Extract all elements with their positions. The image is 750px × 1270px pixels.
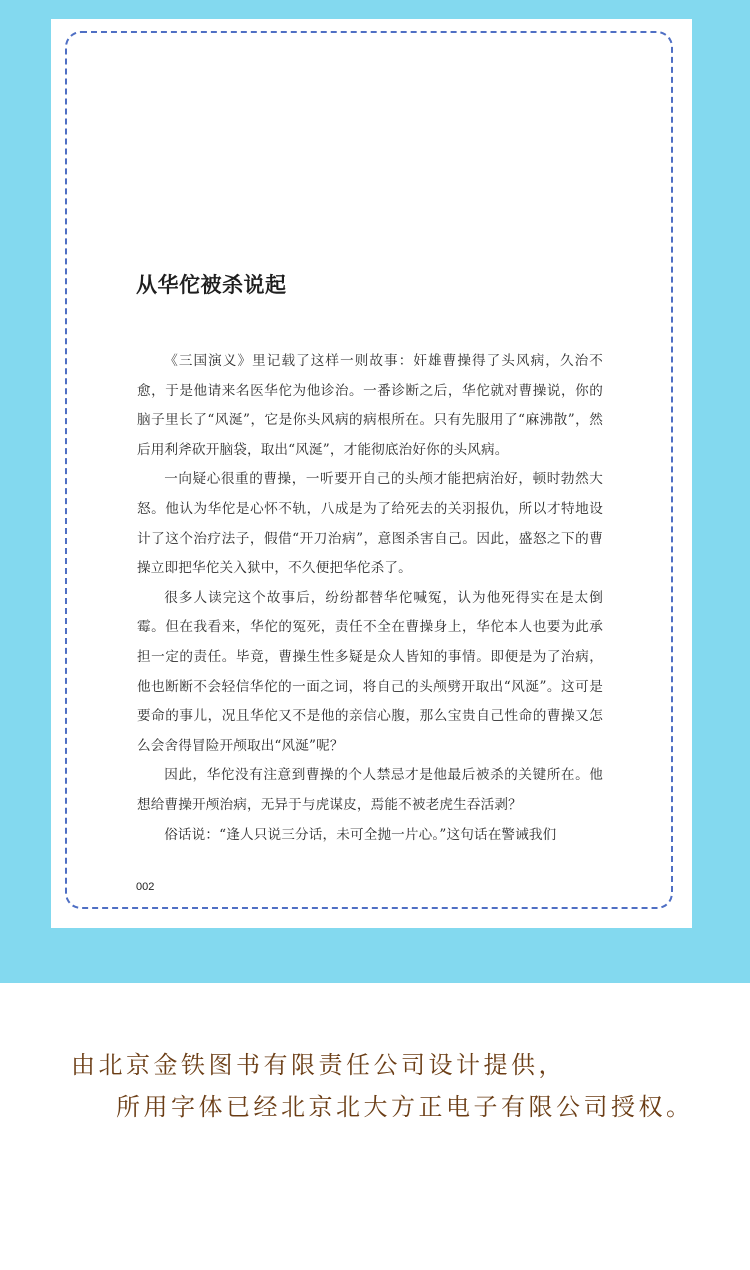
credit-line-1: 由北京金铁图书有限责任公司设计提供， xyxy=(71,1051,566,1079)
chapter-title: 从华佗被杀说起 xyxy=(136,272,287,297)
credit-line-2: 所用字体已经北京北大方正电子有限公司授权。 xyxy=(116,1093,694,1121)
page-number: 002 xyxy=(136,881,155,893)
body-text xyxy=(137,347,603,850)
paragraph: 俗话说：“逢人只说三分话，未可全抛一片心。”这句话在警诫我们 xyxy=(164,826,557,843)
paragraph: 很多人读完这个故事后，纷纷都替华佗喊冤，认为他死得实在是太倒霉。但在我看来，华佗的冤死，责任不全在曹操身上，华佗本人也要为此承担一定的责任。毕竟，曹操生性多疑是众人皆知的事情。即便是为了治病，他也断断不会轻信华佗的一面之词，将自己的头颅劈开取出“风涎”。这可是要命的事儿，况且华佗又不是他的亲信心腹，那么宝贵自己性命的曹操又怎么会舍得冒险开颅取出“风涎”呢？ xyxy=(137,589,603,754)
paragraph: 《三国演义》里记载了这样一则故事：奸雄曹操得了头风病，久治不愈，于是他请来名医华佗为他诊治。一番诊断之后，华佗就对曹操说，你的脑子里长了“风涎”，它是你头风病的病根所在。只有先服用了“麻沸散”，然后用利斧砍开脑袋，取出“风涎”，才能彻底治好你的头风病。 xyxy=(137,353,603,458)
paragraph: 因此，华佗没有注意到曹操的个人禁忌才是他最后被杀的关键所在。他想给曹操开颅治病，无异于与虎谋皮，焉能不被老虎生吞活剥？ xyxy=(137,767,603,813)
paragraph: 一向疑心很重的曹操，一听要开自己的头颅才能把病治好，顿时勃然大怒。他认为华佗是心怀不轨，八成是为了给死去的关羽报仇，所以才特地设计了这个治疗法子，假借“开刀治病”，意图杀害自己。因此，盛怒之下的曹操立即把华佗关入狱中，不久便把华佗杀了。 xyxy=(137,471,603,577)
book-page xyxy=(51,19,692,928)
